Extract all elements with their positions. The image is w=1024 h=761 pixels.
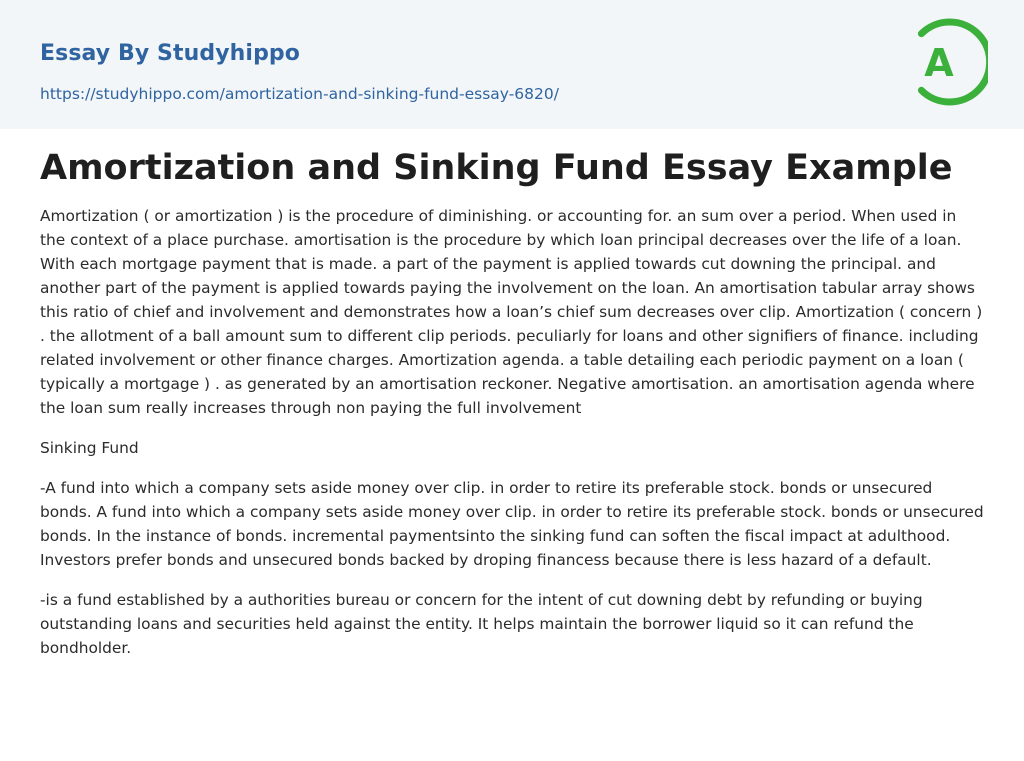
paragraph-amortization: Amortization ( or amortization ) is the procedure of diminishing. or accounting for. an sum over a period. When used in the context of a place purchase. amortisation is the procedure by which loan principal decreases over the life of a loan. With each mortgage payment that is made. a part of the payment is applied towards cut downing the principal. and another part of the payment is applied towards paying the involvement on the loan. An amortisation tabular array shows this ratio of chief and involvement and demonstrates how a loan’s chief sum decreases over clip. Amortization ( concern ) . the allotment of a ball amount sum to different clip periods. peculiarly for loans and other signifiers of finance. including related involvement or other finance charges. Amortization agenda. a table detailing each periodic payment on a loan ( typically a mortgage ) . as generated by an amortisation reckoner. Negative amortisation. an amortisation agenda where the loan sum really increases through non paying the full involvement — [40, 207, 983, 417]
site-header — [0, 0, 1024, 129]
article-content — [0, 129, 1024, 660]
article-url-link[interactable]: https://studyhippo.com/amortization-and-sinking-fund-essay-6820/ — [40, 85, 559, 103]
paragraph-sinking-fund-2: -is a fund established by a authorities bureau or concern for the intent of cut downing debt by refunding or buying outstanding loans and securities held against the entity. It helps maintain the borrower liquid so it can refund the bondholder. — [40, 591, 923, 657]
page-title: Amortization and Sinking Fund Essay Example — [40, 148, 953, 188]
studyhippo-logo-icon[interactable] — [908, 17, 988, 107]
paragraph-sinking-fund-1: -A fund into which a company sets aside money over clip. in order to retire its preferable stock. bonds or unsecured bonds. A fund into which a company sets aside money over clip. in order to retire its preferable stock. bonds or unsecured bonds. In the instance of bonds. incremental paymentsinto the sinking fund can soften the fiscal impact at adulthood. Investors prefer bonds and unsecured bonds backed by droping financess because there is less hazard of a default. — [40, 479, 984, 569]
logo-letter: A — [924, 41, 954, 85]
subheading-sinking-fund: Sinking Fund — [40, 439, 139, 457]
site-title: Essay By Studyhippo — [40, 41, 300, 66]
